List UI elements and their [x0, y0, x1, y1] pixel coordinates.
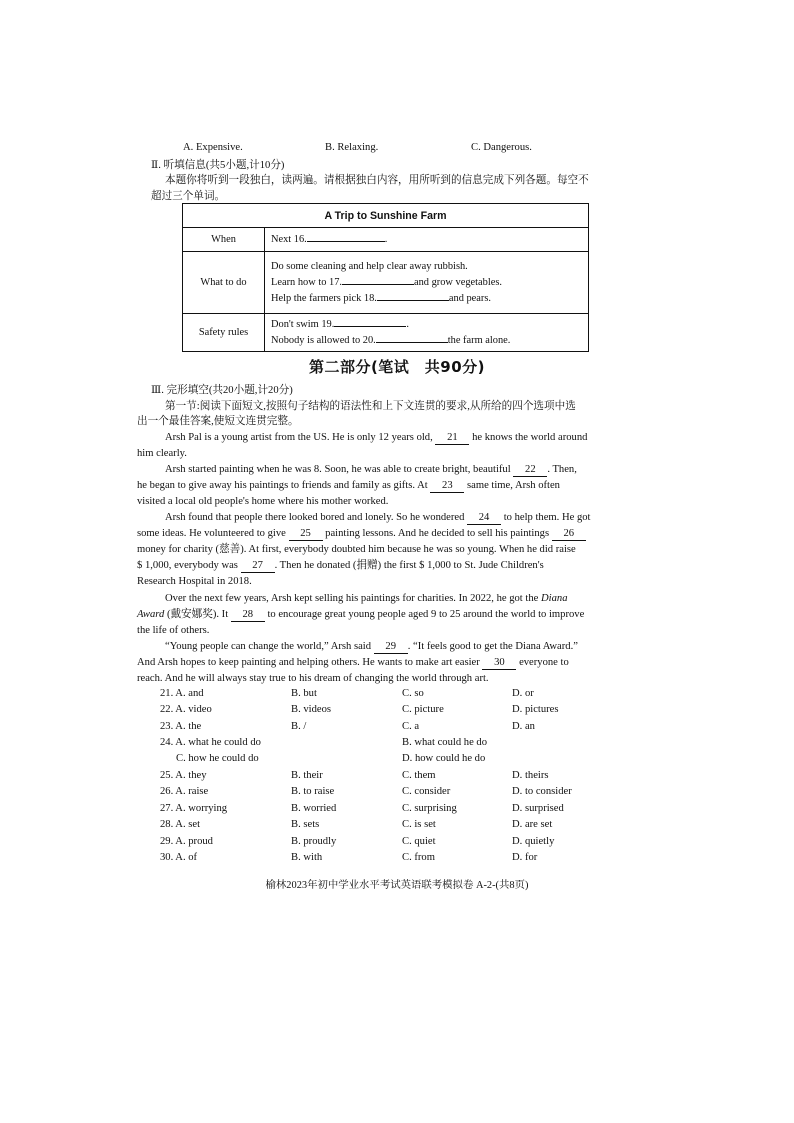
option[interactable]: C. how he could do — [176, 753, 259, 764]
part-2-heading: 第二部分(笔试 共90分) — [308, 358, 486, 376]
option[interactable]: C. is set — [402, 819, 436, 830]
when-label: When — [183, 228, 265, 252]
prev-option-c: C. Dangerous. — [471, 142, 532, 153]
passage-line: visited a local old people's home where his mother worked. — [137, 496, 389, 507]
safety-cell — [265, 314, 589, 352]
section-3-intro-2: 出一个最佳答案,使短文连贯完整。 — [137, 416, 299, 427]
section-3-title: Ⅲ. 完形填空(共20小题,计20分) — [151, 385, 293, 396]
option[interactable]: C. them — [402, 770, 436, 781]
blank-30[interactable]: 30 — [482, 656, 516, 670]
safety-line-1: Don't swim 19. . — [271, 318, 409, 330]
option[interactable]: D. to consider — [512, 786, 572, 797]
todo-line-1: Do some cleaning and help clear away rubbish. — [271, 260, 468, 272]
option[interactable]: 22. A. video — [160, 704, 212, 715]
option[interactable]: 27. A. worrying — [160, 803, 228, 814]
option[interactable]: D. pictures — [512, 704, 559, 715]
option[interactable]: D. or — [512, 688, 534, 699]
blank-17[interactable] — [342, 284, 414, 285]
option[interactable]: B. sets — [291, 819, 320, 830]
blank-28[interactable]: 28 — [231, 608, 265, 622]
option[interactable]: C. surprising — [402, 803, 457, 814]
passage-line: And Arsh hopes to keep painting and helping others. He wants to make art easier 30 everyone to — [137, 657, 569, 668]
blank-25[interactable]: 25 — [289, 527, 323, 541]
todo-cell — [265, 252, 589, 314]
when-cell — [265, 228, 589, 252]
blank-27[interactable]: 27 — [241, 559, 275, 573]
page-footer: 榆林2023年初中学业水平考试英语联考模拟卷 A-2-(共8页) — [265, 880, 529, 891]
option[interactable]: D. an — [512, 721, 535, 732]
blank-29[interactable]: 29 — [374, 640, 408, 654]
blank-16[interactable] — [307, 241, 385, 242]
blank-26[interactable]: 26 — [552, 527, 586, 541]
option[interactable]: B. proudly — [291, 836, 337, 847]
option[interactable]: B. videos — [291, 704, 332, 715]
safety-label: Safety rules — [183, 314, 265, 352]
section-2-title: Ⅱ. 听填信息(共5小题,计10分) — [151, 160, 285, 171]
option[interactable]: 28. A. set — [160, 819, 201, 830]
passage-line: Award (戴安娜奖). It 28 to encourage great young people aged 9 to 25 around the world to improve — [137, 609, 585, 620]
option[interactable]: B. worried — [291, 803, 337, 814]
prev-option-b: B. Relaxing. — [325, 142, 379, 153]
option[interactable]: B. their — [291, 770, 323, 781]
section-2-intro-1: 本题你将听到一段独白，读两遍。请根据独白内容，用所听到的信息完成下列各题。每空不 — [165, 175, 589, 186]
passage-line: Arsh Pal is a young artist from the US. He is only 12 years old, 21 he knows the world around — [165, 432, 588, 443]
passage-line: money for charity (慈善). At first, everybody doubted him because he was so young. When he did raise — [137, 544, 576, 555]
blank-21[interactable]: 21 — [435, 431, 469, 445]
option[interactable]: D. for — [512, 852, 538, 863]
passage-line: Arsh found that people there looked bored and lonely. So he wondered 24 to help them. He got — [165, 512, 591, 523]
section-3-intro-1: 第一节:阅读下面短文,按照句子结构的语法性和上下文连贯的要求,从所给的四个选项中选 — [165, 401, 576, 412]
option[interactable]: C. so — [402, 688, 424, 699]
passage-line: he began to give away his paintings to friends and family as gifts. At 23 same time, Arsh often — [137, 480, 560, 491]
trip-table — [182, 203, 589, 352]
option[interactable]: D. quietly — [512, 836, 555, 847]
option[interactable]: C. a — [402, 721, 420, 732]
option[interactable]: C. from — [402, 852, 435, 863]
passage-line: “Young people can change the world,” Arsh said 29 . “It feels good to get the Diana Award.” — [165, 641, 578, 652]
blank-19[interactable] — [334, 326, 406, 327]
passage-line: Arsh started painting when he was 8. Soon, he was able to create bright, beautiful 22 . Then, — [165, 464, 577, 475]
passage-line: some ideas. He volunteered to give 25 painting lessons. And he decided to sell his paintings 26 — [137, 526, 586, 542]
option[interactable]: B. with — [291, 852, 323, 863]
passage-line: reach. And he will always stay true to his dream of changing the world through art. — [137, 673, 489, 684]
blank-22[interactable]: 22 — [513, 463, 547, 477]
passage-line: $ 1,000, everybody was 27 . Then he donated (捐赠) the first $ 1,000 to St. Jude Children's — [137, 560, 544, 571]
option[interactable]: C. picture — [402, 704, 444, 715]
option[interactable]: 24. A. what he could do — [160, 737, 261, 748]
safety-line-2: Nobody is allowed to 20. the farm alone. — [271, 334, 511, 346]
option[interactable]: D. surprised — [512, 803, 564, 814]
blank-20[interactable] — [376, 342, 448, 343]
blank-23[interactable]: 23 — [430, 479, 464, 493]
passage-line: Research Hospital in 2018. — [137, 576, 252, 587]
option[interactable]: B. / — [291, 721, 307, 732]
passage-line: the life of others. — [137, 625, 210, 636]
option[interactable]: D. how could he do — [402, 753, 486, 764]
blank-18[interactable] — [377, 300, 449, 301]
option[interactable]: 23. A. the — [160, 721, 202, 732]
option[interactable]: C. quiet — [402, 836, 436, 847]
option[interactable]: C. consider — [402, 786, 451, 797]
prev-option-a: A. Expensive. — [183, 142, 243, 153]
blank-24[interactable]: 24 — [467, 511, 501, 525]
option[interactable]: B. to raise — [291, 786, 335, 797]
todo-line-3: Help the farmers pick 18. and pears. — [271, 292, 492, 304]
passage-line: him clearly. — [137, 448, 187, 459]
option[interactable]: D. theirs — [512, 770, 549, 781]
option[interactable]: 25. A. they — [160, 770, 207, 781]
when-text: Next 16. — [271, 234, 307, 245]
passage-line: Over the next few years, Arsh kept selling his paintings for charities. In 2022, he got the Diana — [165, 593, 568, 604]
todo-label: What to do — [183, 252, 265, 314]
option[interactable]: B. but — [291, 688, 317, 699]
table-title: A Trip to Sunshine Farm — [183, 204, 589, 228]
option[interactable]: 29. A. proud — [160, 836, 213, 847]
option[interactable]: D. are set — [512, 819, 553, 830]
option[interactable]: 30. A. of — [160, 852, 198, 863]
option[interactable]: B. what could he do — [402, 737, 488, 748]
todo-line-2: Learn how to 17. and grow vegetables. — [271, 276, 502, 288]
section-2-intro-2: 超过三个单词。 — [151, 191, 226, 202]
option[interactable]: 21. A. and — [160, 688, 204, 699]
when-suffix: . — [384, 234, 388, 245]
option[interactable]: 26. A. raise — [160, 786, 209, 797]
